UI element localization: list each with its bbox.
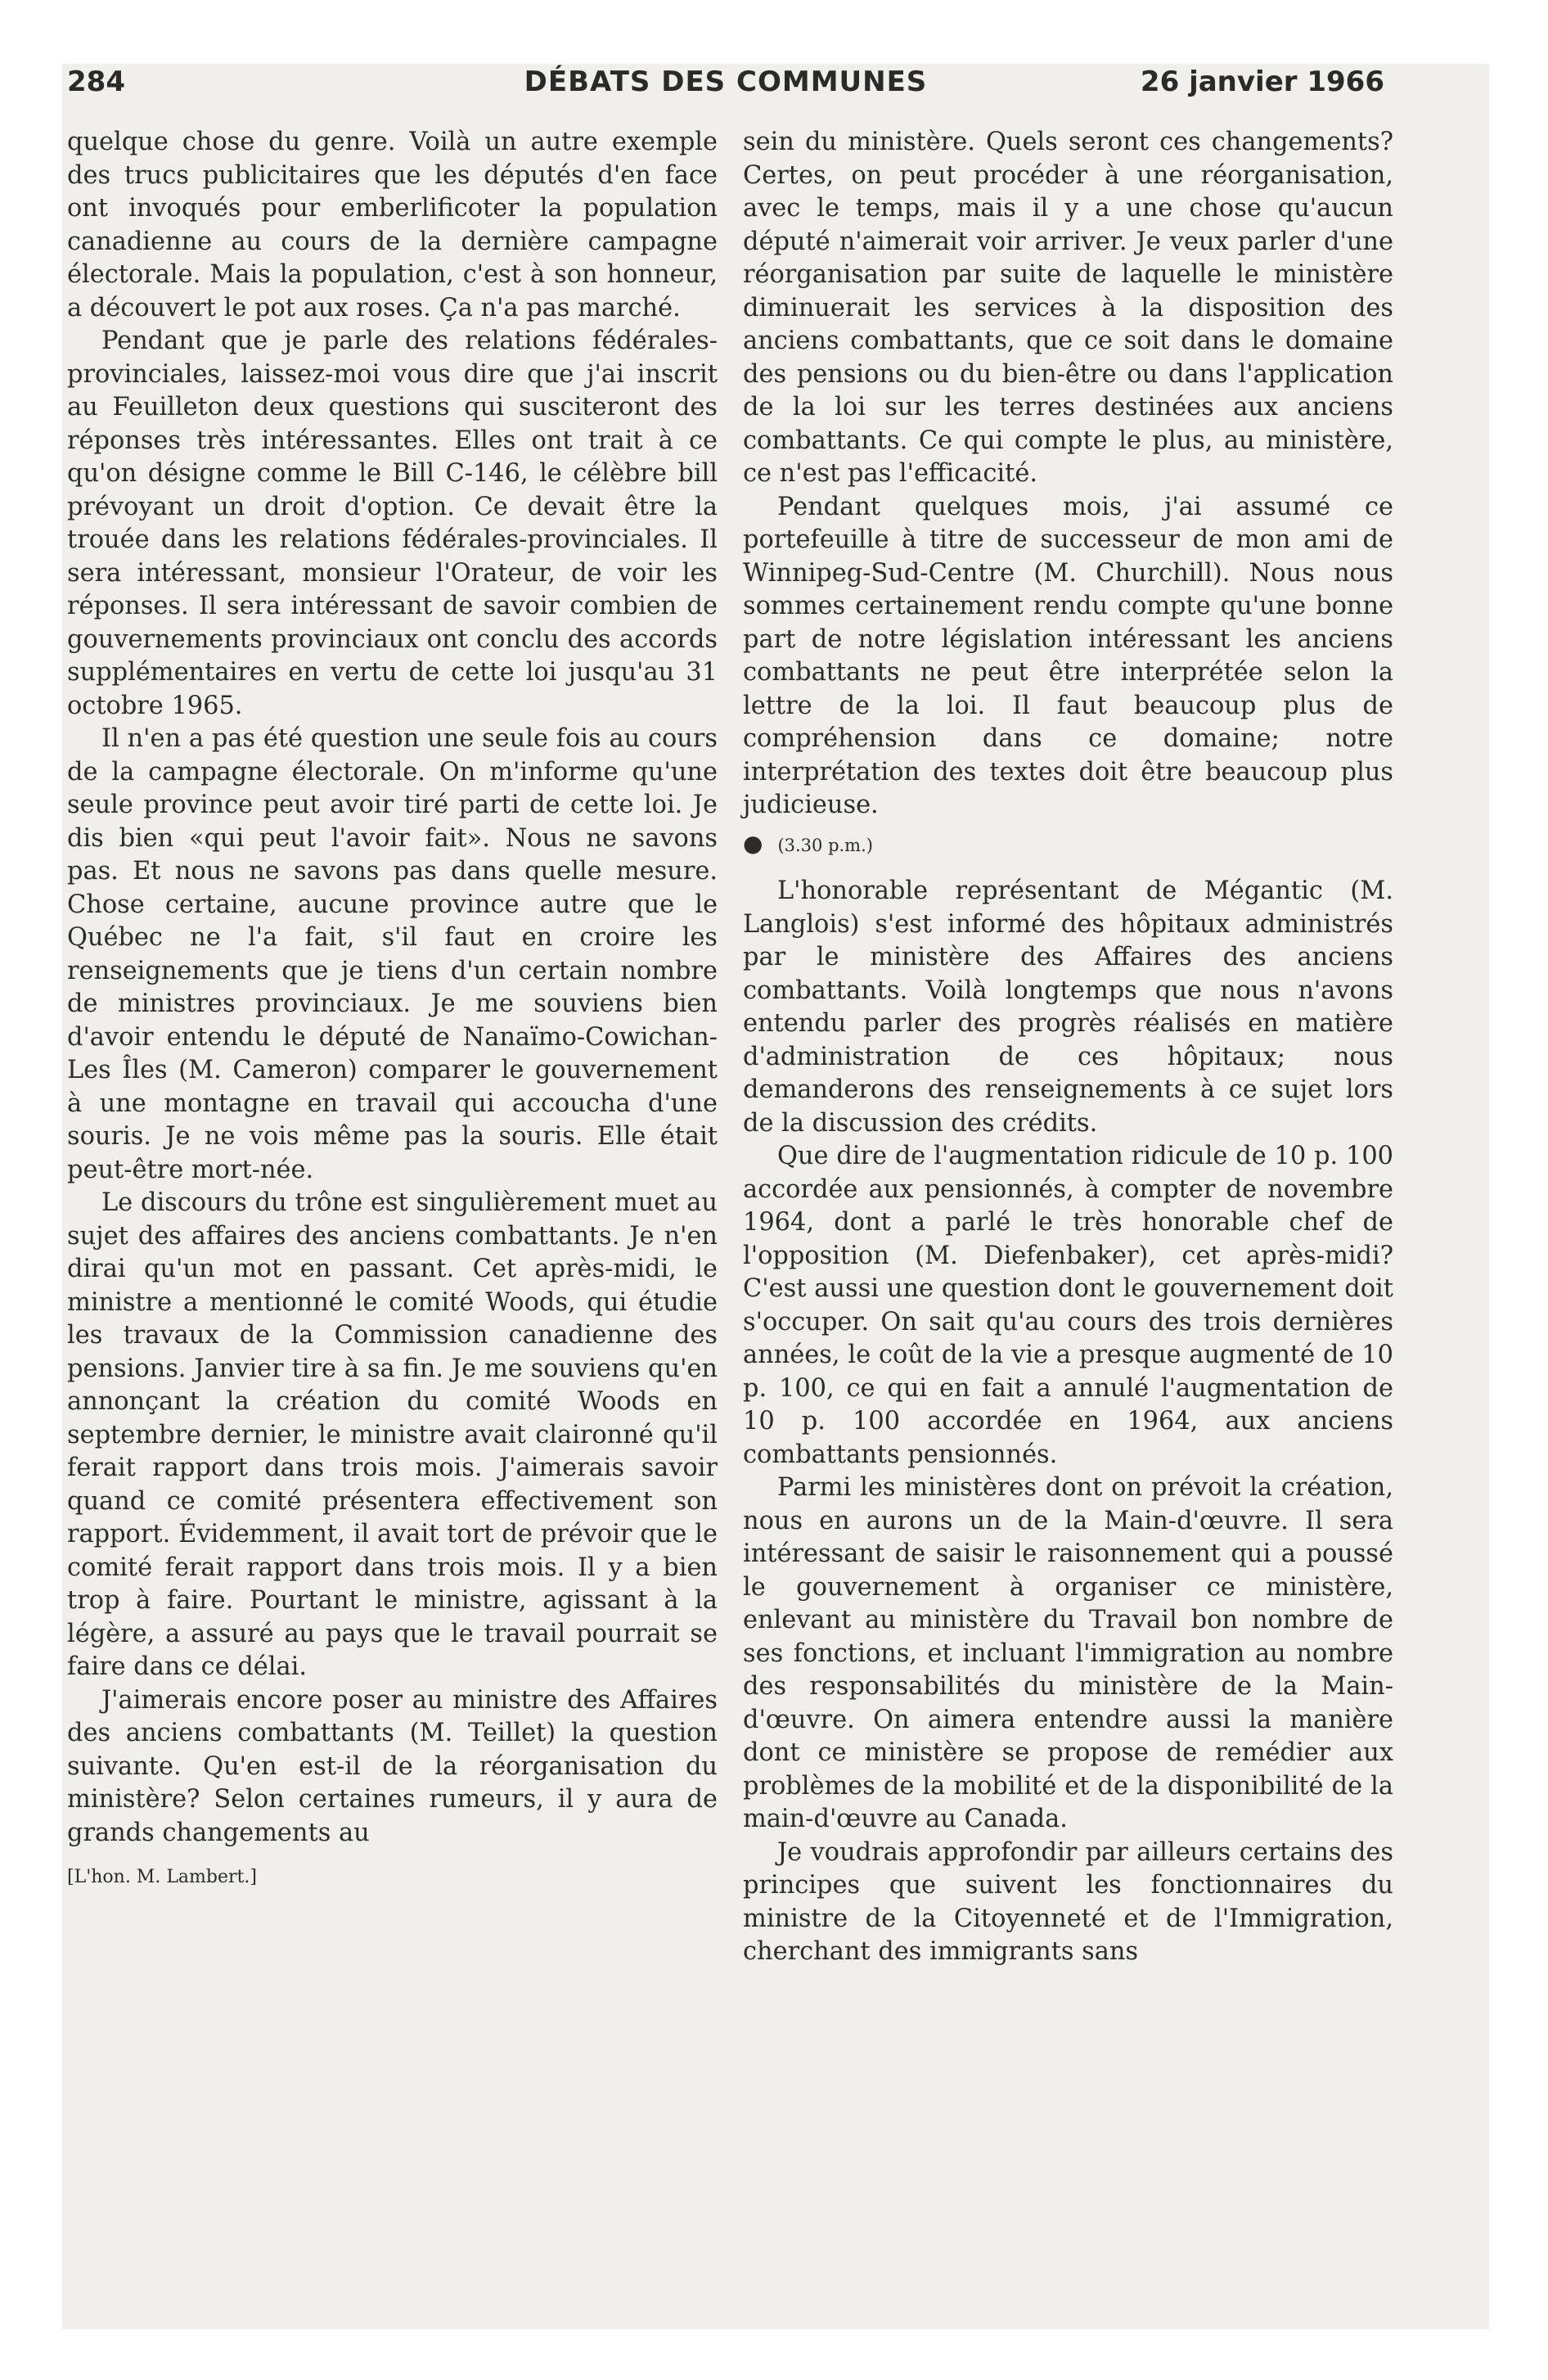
paragraph: Que dire de l'augmentation ridicule de 10 p. 100 accordée aux pensionnés, à compter de novembre 1964, dont a parlé le très honorable chef de l'opposition (M. Diefenbaker), cet après-midi? C'est aussi une question dont le gouvernement doit s'occuper. On sait qu'au cours des trois dernières années, le coût de la vie a presque augmenté de 10 p. 100, ce qui en fait a annulé l'augmentation de 10 p. 100 accordée en 1964, aux anciens combattants pensionnés. (743, 1142, 1393, 1469)
paragraph: sein du ministère. Quels seront ces changements? Certes, on peut procéder à une réorganisation, avec le temps, mais il y a une chose qu'aucun député n'aimerait voir arriver. Je veux parler d'une réorganisation par suite de laquelle le ministère diminuerait les services à la disposition des anciens combattants, que ce soit dans le domaine des pensions ou du bien-être ou dans l'application de la loi sur les terres destinées aux anciens combattants. Ce qui compte le plus, au ministère, ce n'est pas l'efficacité. (743, 128, 1393, 488)
time-marker-text: (3.30 p.m.) (777, 835, 873, 855)
header-date: 26 janvier 1966 (1140, 65, 1384, 98)
page-header (67, 61, 1384, 101)
time-marker (743, 827, 1393, 863)
speaker-footer (67, 1861, 718, 1895)
paragraph: Il n'en a pas été question une seule fois au cours de la campagne électorale. On m'informe qu'une seule province peut avoir tiré parti de cette loi. Je dis bien «qui peut l'avoir fait». Nous ne savons pas. Et nous ne savons pas dans quelle mesure. Chose certaine, aucune province autre que le Québec ne l'a fait, s'il faut en croire les renseignements que je tiens d'un certain nombre de ministres provinciaux. Je me souviens bien d'avoir entendu le député de Nanaïmo-Cowichan-Les Îles (M. Cameron) comparer le gouvernement à une montagne en travail qui accoucha d'une souris. Je ne vois même pas la souris. Elle était peut-être mort-née. (67, 724, 718, 1184)
bullet-icon: ● (743, 829, 763, 857)
speaker-attribution: [L'hon. M. Lambert.] (67, 1867, 257, 1887)
paragraph: Pendant que je parle des relations fédérales-provinciales, laissez-moi vous dire que j'ai inscrit au Feuilleton deux questions qui susciteront des réponses très intéressantes. Elles ont trait à ce qu'on désigne comme le Bill C-146, le célèbre bill prévoyant un droit d'option. Ce devait être la trouée dans les relations fédérales-provinciales. Il sera intéressant, monsieur l'Orateur, de voir les réponses. Il sera intéressant de savoir combien de gouvernements provinciaux ont conclu des accords supplémentaires en vertu de cette loi jusqu'au 31 octobre 1965. (67, 327, 718, 720)
paragraph: Pendant quelques mois, j'ai assumé ce portefeuille à titre de successeur de mon ami de Winnipeg-Sud-Centre (M. Churchill). Nous nous sommes certainement rendu compte qu'une bonne part de notre législation intéressant les anciens combattants ne peut être interprétée selon la lettre de la loi. Il faut beaucoup plus de compréhension dans ce domaine; notre interprétation des textes doit être beaucoup plus judicieuse. (743, 492, 1393, 819)
paragraph: J'aimerais encore poser au ministre des Affaires des anciens combattants (M. Teillet) la question suivante. Qu'en est-il de la réorganisation du ministère? Selon certaines rumeurs, il y aura de grands changements au (67, 1685, 718, 1847)
right-column (743, 126, 1393, 1969)
page-number: 284 (67, 65, 125, 98)
left-column (67, 126, 718, 1895)
publication-title: DÉBATS DES COMMUNES (524, 65, 928, 98)
paragraph: Le discours du trône est singulièrement muet au sujet des affaires des anciens combattants. Je n'en dirai qu'un mot en passant. Cet après-midi, le ministre a mentionné le comité Woods, qui étudie les travaux de la Commission canadienne des pensions. Janvier tire à sa fin. Je me souviens qu'en annonçant la création du comité Woods en septembre dernier, le ministre avait claironné qu'il ferait rapport dans trois mois. J'aimerais savoir quand ce comité présentera effectivement son rapport. Évidemment, il avait tort de prévoir que le comité ferait rapport dans trois mois. Il y a bien trop à faire. Pourtant le ministre, agissant à la légère, a assuré au pays que le travail pourrait se faire dans ce délai. (67, 1188, 718, 1681)
paragraph: Je voudrais approfondir par ailleurs certains des principes que suivent les fonctionnaires du ministre de la Citoyenneté et de l'Immigration, cherchant des immigrants sans (743, 1837, 1393, 1966)
paragraph: quelque chose du genre. Voilà un autre exemple des trucs publicitaires que les députés d'en face ont invoqués pour emberlificoter la population canadienne au cours de la dernière campagne électorale. Mais la population, c'est à son honneur, a découvert le pot aux roses. Ça n'a pas marché. (67, 128, 718, 322)
paragraph: L'honorable représentant de Mégantic (M. Langlois) s'est informé des hôpitaux administrés par le ministère des Affaires des anciens combattants. Voilà longtemps que nous n'avons entendu parler des progrès réalisés en matière d'administration de ces hôpitaux; nous demanderons des renseignements à ce sujet lors de la discussion des crédits. (743, 877, 1393, 1138)
paragraph: Parmi les ministères dont on prévoit la création, nous en aurons un de la Main-d'œuvre. Il sera intéressant de saisir le raisonnement qui a poussé le gouvernement à organiser ce ministère, enlevant au ministère du Travail bon nombre de ses fonctions, et incluant l'immigration au nombre des responsabilités du ministère de la Main-d'œuvre. On aimera entendre aussi la manière dont ce ministère se propose de remédier aux problèmes de la mobilité et de la disponibilité de la main-d'œuvre au Canada. (743, 1473, 1393, 1833)
